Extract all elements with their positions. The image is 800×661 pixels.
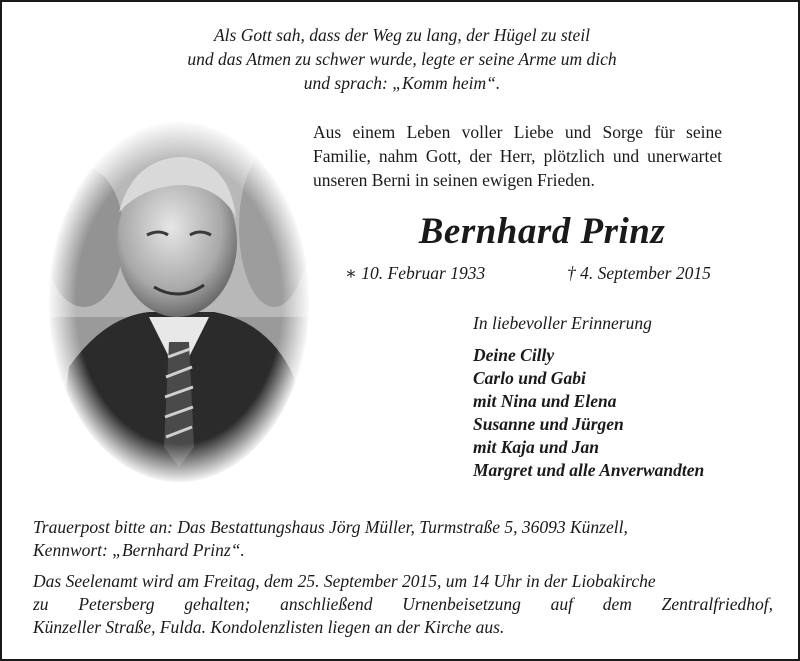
notice-line: Das Seelenamt wird am Freitag, dem 25. September 2015, um 14 Uhr in der Liobakirche: [33, 571, 656, 591]
intro-text: [313, 120, 722, 192]
intro-line: Aus einem Leben voller Liebe und Sorge für seine: [313, 122, 722, 142]
poem: [142, 23, 662, 95]
remembrance-heading: In liebevoller Erinnerung: [473, 313, 652, 333]
poem-line: und sprach: „Komm heim“.: [303, 73, 501, 93]
mourner-entry: Carlo und Gabi: [473, 368, 586, 388]
notice-line: Künzeller Straße, Fulda. Kondolenzlisten liegen an der Kirche aus.: [33, 617, 505, 637]
post-line: Kennwort: „Bernhard Prinz“.: [33, 540, 245, 560]
mourner-entry: mit Kaja und Jan: [473, 437, 599, 457]
portrait-illustration: [44, 117, 314, 487]
mourner-entry: mit Nina und Elena: [473, 391, 617, 411]
poem-line: Als Gott sah, dass der Weg zu lang, der Hügel zu steil: [213, 25, 591, 45]
portrait-photo: [44, 117, 314, 487]
mourner-entry: Susanne und Jürgen: [473, 414, 624, 434]
intro-line: Familie, nahm Gott, der Herr, plötzlich und unerwartet: [313, 146, 722, 166]
mourners-list: [473, 344, 704, 482]
notice-line: zu Petersberg gehalten; anschließend Urnenbeisetzung auf dem Zentralfriedhof,: [33, 594, 773, 614]
mourner-entry: Margret und alle Anverwandten: [473, 460, 705, 480]
poem-line: und das Atmen zu schwer wurde, legte er seine Arme um dich: [187, 49, 617, 69]
deceased-name: Bernhard Prinz: [418, 211, 666, 252]
post-line: Trauerpost bitte an: Das Bestattungshaus Jörg Müller, Turmstraße 5, 36093 Künzell,: [33, 517, 628, 537]
service-notice: [33, 570, 773, 639]
death-date: † 4. September 2015: [567, 263, 711, 283]
mourner-entry: Deine Cilly: [473, 345, 555, 365]
condolence-post-info: [33, 516, 773, 562]
birth-date: ∗ 10. Februar 1933: [345, 263, 486, 283]
intro-line: unseren Berni in seinen ewigen Frieden.: [313, 170, 595, 190]
